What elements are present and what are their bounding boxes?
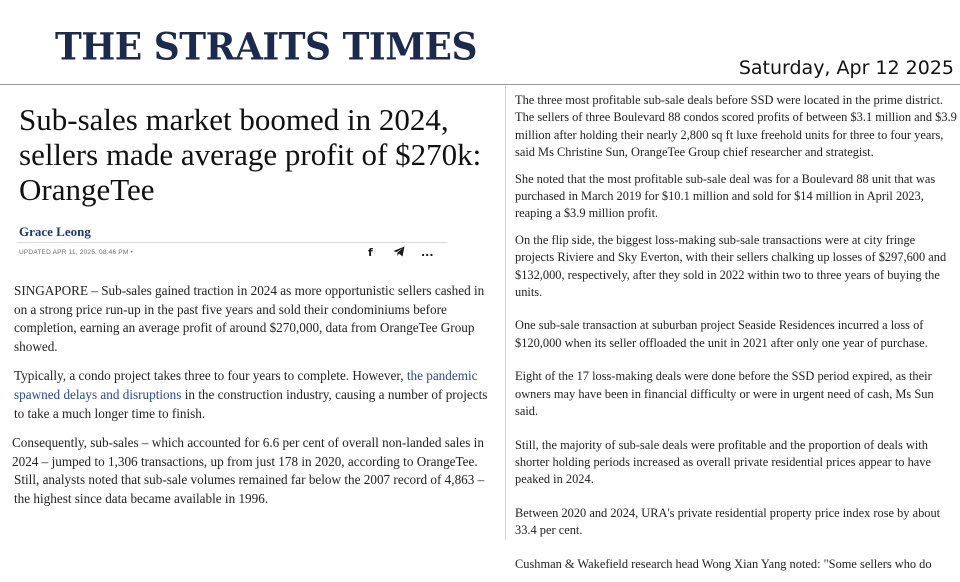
- paragraph: One sub-sale transaction at suburban project Seaside Residences incurred a loss of $120,000 when its seller offloaded the unit in 2021 after only one year of purchase.: [515, 318, 928, 350]
- more-options-icon[interactable]: ...: [421, 246, 434, 259]
- paragraph: Typically, a condo project takes three to four years to complete. However, the pandemic spawned delays and disruptions in the construction industry, causing a number of projects to take a much longer time to finish.: [14, 368, 488, 421]
- paragraph: Still, analysts noted that sub-sale volumes remained far below the 2007 record of 4,863 – the highest since data became available in 1996.: [14, 472, 485, 506]
- paragraph: Cushman & Wakefield research head Wong Xian Yang noted: "Some sellers who do: [515, 556, 932, 571]
- header-divider: [0, 84, 960, 85]
- paragraph: She noted that the most profitable sub-sale deal was for a Boulevard 88 unit that was purchased in March 2019 for $10.1 million and sold for $14 million in April 2023, reaping a $3.9 million profit.: [515, 171, 936, 221]
- paragraph: Still, the majority of sub-sale deals were profitable and the proportion of deals with shorter holding periods increased as overall private residential prices appear to have peaked in 2024.: [515, 437, 931, 487]
- facebook-share-icon[interactable]: f: [368, 246, 373, 259]
- column-divider: [505, 86, 506, 540]
- paragraph: Eight of the 17 loss-making deals were done before the SSD period expired, as their owners may have been in financial difficulty or were in urgent need of cash, Ms Sun said.: [515, 369, 934, 419]
- paragraph: Consequently, sub-sales – which accounted for 6.6 per cent of overall non-landed sales in 2024 – jumped to 1,306 transactions, up from just 178 in 2020, according to OrangeTee.: [12, 435, 484, 469]
- article-headline: Sub-sales market boomed in 2024, sellers made average profit of $270k: OrangeTee: [19, 102, 482, 207]
- paragraph: The three most profitable sub-sale deals before SSD were located in the prime district. The sellers of three Boulevard 88 condos scored profits of between $3.1 million and $3.9 million after holding their nearly 2,800 sq ft luxe freehold units for three to four years, said Ms Christine Sun, OrangeTee Group chief researcher and strategist.: [515, 93, 957, 160]
- article-body-right: [515, 92, 957, 582]
- updated-timestamp: UPDATED APR 11, 2025, 08:46 PM •: [19, 249, 133, 256]
- telegram-share-icon[interactable]: [393, 246, 405, 260]
- article-body-left: [14, 282, 492, 520]
- author-name[interactable]: Grace Leong: [19, 224, 91, 239]
- byline-divider: [17, 242, 447, 243]
- paragraph: SINGAPORE – Sub-sales gained traction in 2024 as more opportunistic sellers cashed in on a strong price run-up in the past five years and sold their condominiums before completion, earning an average profit of around $270,000, data from OrangeTee Group showed.: [14, 283, 485, 354]
- edition-date: Saturday, Apr 12 2025: [738, 57, 954, 79]
- masthead-logo: THE STRAITS TIMES: [55, 24, 477, 69]
- paragraph: Between 2020 and 2024, URA's private residential property price index rose by about 33.4 per cent.: [515, 505, 941, 538]
- paragraph: On the flip side, the biggest loss-making sub-sale transactions were at city fringe projects Riviere and Sky Everton, with their sellers chalking up losses of $297,600 and $132,000, respectively, after they sold in 2022 within two to three years of buying the units.: [515, 232, 947, 300]
- pandemic-delays-link[interactable]: the pandemic spawned delays and disruptions: [14, 368, 478, 402]
